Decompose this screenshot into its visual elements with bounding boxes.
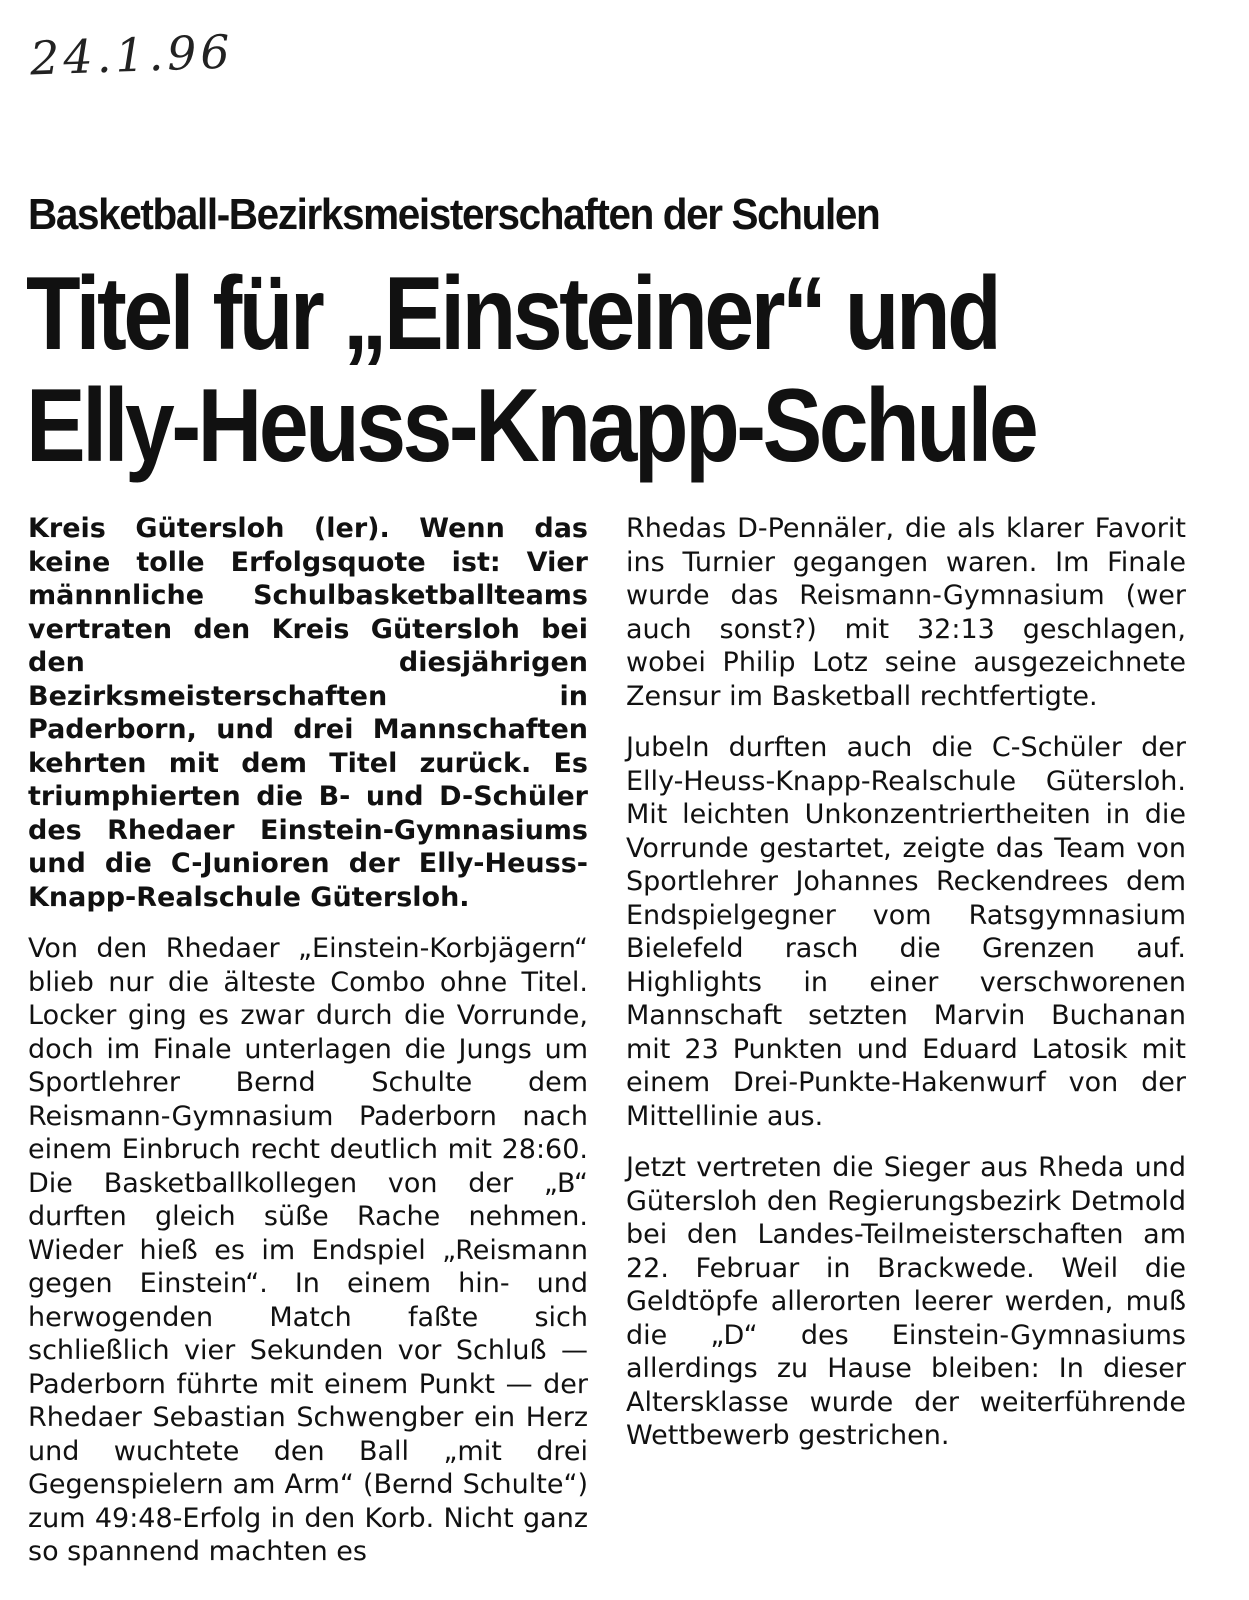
article-column-right: [626, 512, 1186, 1471]
article-paragraph: Jubeln durften auch die C-Schüler der Elly-Heuss-Knapp-Realschule Gütersloh. Mit leichten Unkonzentriertheiten in die Vorrunde gestartet, zeigte das Team von Sportlehrer Johannes Reckendrees dem Endspielgegner vom Ratsgymnasium Bielefeld rasch die Grenzen auf. Highlights in einer verschworenen Mannschaft setzten Marvin Buchanan mit 23 Punkten und Eduard Latosik mit einem Drei-Punkte-Hakenwurf von der Mittellinie aus.: [626, 732, 1186, 1132]
article-paragraph: Rhedas D-Pennäler, die als klarer Favorit ins Turnier gegangen waren. Im Finale wurde das Reismann-Gymnasium (wer auch sonst?) mit 32:13 geschlagen, wobei Philip Lotz seine ausgezeichnete Zensur im Basketball rechtfertigte.: [626, 513, 1186, 712]
headline-line-2: Elly-Heuss-Knapp-Schule: [26, 368, 1036, 484]
headline-line-1: Titel für „Einsteiner“ und: [26, 256, 999, 372]
handwritten-date: 24.1.96: [29, 24, 235, 86]
article-kicker: Basketball-Bezirksmeisterschaften der Schulen: [28, 190, 880, 239]
article-lead-paragraph: Kreis Gütersloh (ler). Wenn das keine tolle Erfolgsquote ist: Vier männnliche Schulbasketballteams vertraten den Kreis Gütersloh bei den diesjährigen Bezirksmeisterschaften in Paderborn, und drei Mannschaften kehrten mit dem Titel zurück. Es triumphierten die B- und D-Schüler des Rhedaer Einstein-Gymnasiums und die C-Junioren der Elly-Heuss-Knapp-Realschule Gütersloh.: [28, 513, 588, 913]
article-headline: [26, 258, 1101, 482]
article-column-left: [28, 512, 588, 1587]
article-paragraph: Von den Rhedaer „Einstein-Korbjägern“ blieb nur die älteste Combo ohne Titel. Locker ging es zwar durch die Vorrunde, doch im Finale unterlagen die Jungs um Sportlehrer Bernd Schulte dem Reismann-Gymnasium Paderborn nach einem Einbruch recht deutlich mit 28:60. Die Basketballkollegen von der „B“ durften gleich süße Rache nehmen. Wieder hieß es im Endspiel „Reismann gegen Einstein“. In einem hin- und herwogenden Match faßte sich schließlich vier Sekunden vor Schluß — Paderborn führte mit einem Punkt — der Rhedaer Sebastian Schwengber ein Herz und wuchtete den Ball „mit drei Gegenspielern am Arm“ (Bernd Schulte“) zum 49:48-Erfolg in den Korb. Nicht ganz so spannend machten es: [28, 933, 588, 1567]
article-paragraph: Jetzt vertreten die Sieger aus Rheda und Gütersloh den Regierungsbezirk Detmold bei den Landes-Teilmeisterschaften am 22. Februar in Brackwede. Weil die Geldtöpfe allerorten leerer werden, muß die „D“ des Einstein-Gymnasiums allerdings zu Hause bleiben: In dieser Altersklasse wurde der weiterführende Wettbewerb gestrichen.: [626, 1152, 1186, 1451]
